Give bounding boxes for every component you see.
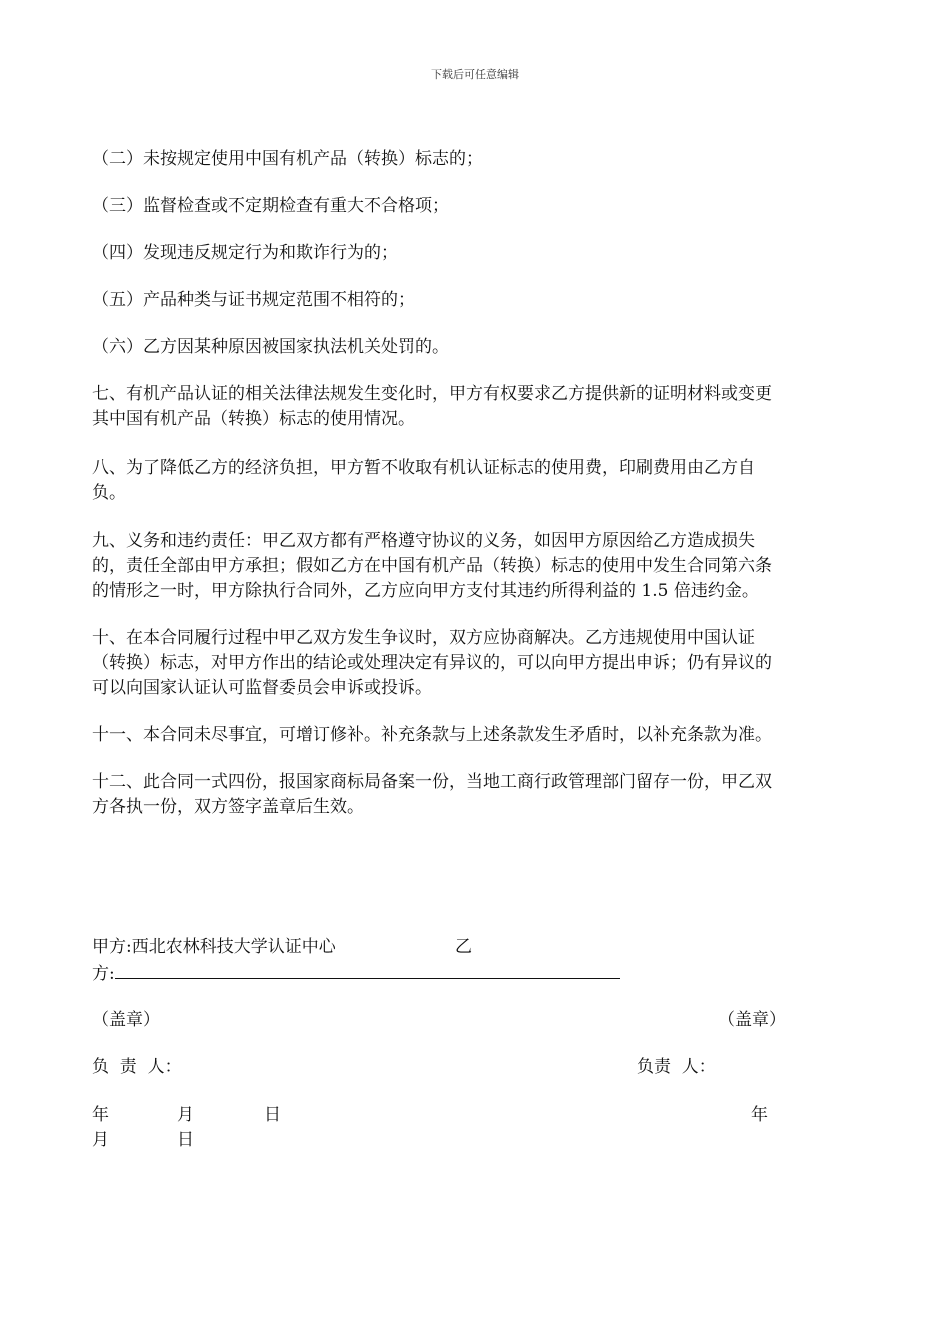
responsible-person-b-label: 负责 人：	[637, 1057, 716, 1077]
seal-b-label: （盖章）	[718, 1010, 786, 1030]
clause-twelve-line: 十二、此合同一式四份，报国家商标局备案一份，当地工商行政管理部门留存一份，甲乙双	[92, 772, 772, 792]
clause-eight-line: 负。	[92, 483, 126, 503]
list-item: （三）监督检查或不定期检查有重大不合格项；	[92, 196, 449, 216]
clause-ten-line: （转换）标志，对甲方作出的结论或处理决定有异议的，可以向甲方提出申诉；仍有异议的	[92, 653, 772, 673]
clause-nine-line: 的，责任全部由甲方承担；假如乙方在中国有机产品（转换）标志的使用中发生合同第六条	[92, 556, 772, 576]
date-a-month: 月	[177, 1105, 194, 1125]
date-b-month: 月	[92, 1130, 109, 1150]
party-b-label-part2	[92, 960, 620, 987]
clause-ten-line: 十、在本合同履行过程中甲乙双方发生争议时，双方应协商解决。乙方违规使用中国认证	[92, 628, 755, 648]
list-item: （五）产品种类与证书规定范围不相符的；	[92, 290, 415, 310]
list-item: （六）乙方因某种原因被国家执法机关处罚的。	[92, 337, 449, 357]
clause-eight-line: 八、为了降低乙方的经济负担，甲方暂不收取有机认证标志的使用费，印刷费用由乙方自	[92, 458, 755, 478]
clause-eleven-line: 十一、本合同未尽事宜，可增订修补。补充条款与上述条款发生矛盾时，以补充条款为准。	[92, 725, 772, 745]
clause-seven-line: 其中国有机产品（转换）标志的使用情况。	[92, 409, 415, 429]
responsible-person-a-label: 负 责 人：	[92, 1057, 182, 1077]
seal-a-label: （盖章）	[92, 1010, 160, 1030]
list-item: （四）发现违反规定行为和欺诈行为的；	[92, 243, 398, 263]
party-b-label-part1: 乙	[455, 937, 472, 957]
clause-ten-line: 可以向国家认证认可监督委员会申诉或投诉。	[92, 678, 432, 698]
clause-seven-line: 七、有机产品认证的相关法律法规发生变化时，甲方有权要求乙方提供新的证明材料或变更	[92, 384, 772, 404]
page-header: 下载后可任意编辑	[431, 68, 519, 81]
date-a-year: 年	[92, 1105, 109, 1125]
clause-nine-line: 九、义务和违约责任：甲乙双方都有严格遵守协议的义务，如因甲方原因给乙方造成损失	[92, 531, 755, 551]
list-item: （二）未按规定使用中国有机产品（转换）标志的；	[92, 149, 483, 169]
date-a-day: 日	[264, 1105, 281, 1125]
clause-twelve-line: 方各执一份，双方签字盖章后生效。	[92, 797, 364, 817]
date-b-day: 日	[177, 1130, 194, 1150]
clause-nine-line: 的情形之一时，甲方除执行合同外，乙方应向甲方支付其违约所得利益的 1.5 倍违约金。	[92, 581, 759, 601]
party-a-label: 甲方:西北农林科技大学认证中心	[92, 937, 336, 957]
party-b-label: 方:	[92, 964, 115, 984]
date-b-year: 年	[751, 1105, 768, 1125]
party-b-signature-line	[115, 960, 620, 979]
